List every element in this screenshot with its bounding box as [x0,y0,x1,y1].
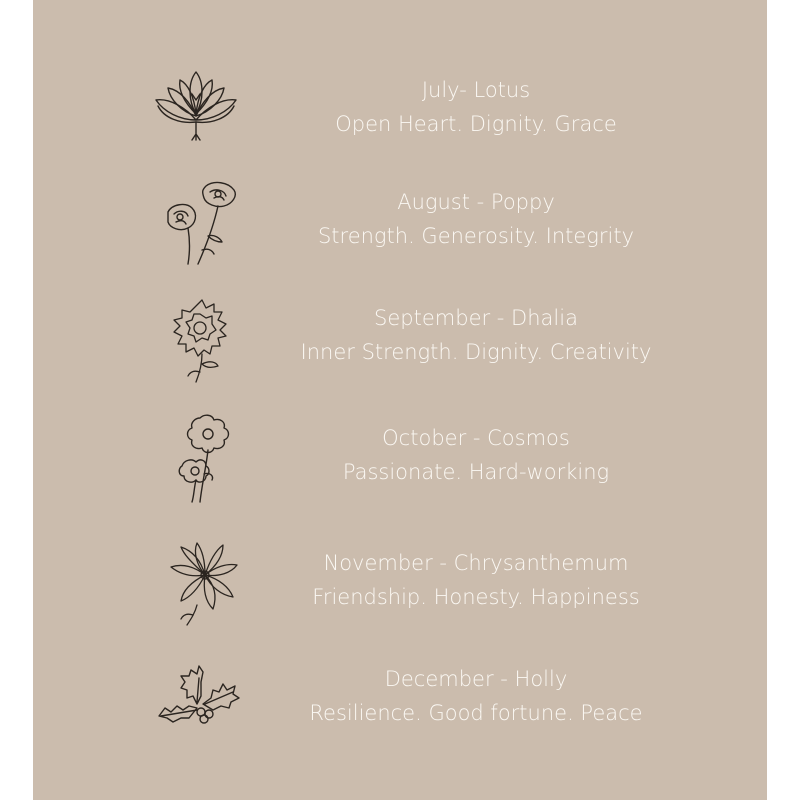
flower-panel [33,0,767,800]
lotus-icon [148,60,244,156]
entry-text [263,546,689,614]
list-item-october [33,410,767,506]
entry-text [263,421,689,489]
entry-traits: Strength. Generosity. Integrity [317,224,635,248]
entry-traits: Open Heart. Dignity. Grace [335,112,617,136]
chrysanthemum-icon [157,535,253,631]
list-item-september [33,292,767,388]
entry-traits: Passionate. Hard-working [342,460,610,484]
list-item-july [33,60,767,156]
entry-title: November - Chrysanthemum [323,551,629,575]
entry-text [263,73,689,141]
poppy-icon [158,176,254,272]
entry-title: October - Cosmos [382,426,570,450]
dahlia-icon [150,292,246,388]
entry-title: September - Dhalia [374,306,578,330]
list-item-august [33,176,767,272]
holly-icon [153,652,249,748]
list-item-december [33,652,767,748]
entry-traits: Resilience. Good fortune. Peace [309,701,643,725]
entry-title: December - Holly [384,667,568,691]
entry-title: July- Lotus [421,78,531,102]
entry-text [263,185,689,253]
entry-title: August - Poppy [397,190,555,214]
cosmos-icon [160,410,256,506]
entry-traits: Friendship. Honesty. Happiness [312,585,640,609]
list-item-november [33,535,767,631]
entry-traits: Inner Strength. Dignity. Creativity [300,340,652,364]
entry-text [263,301,689,369]
entry-text [263,662,689,730]
